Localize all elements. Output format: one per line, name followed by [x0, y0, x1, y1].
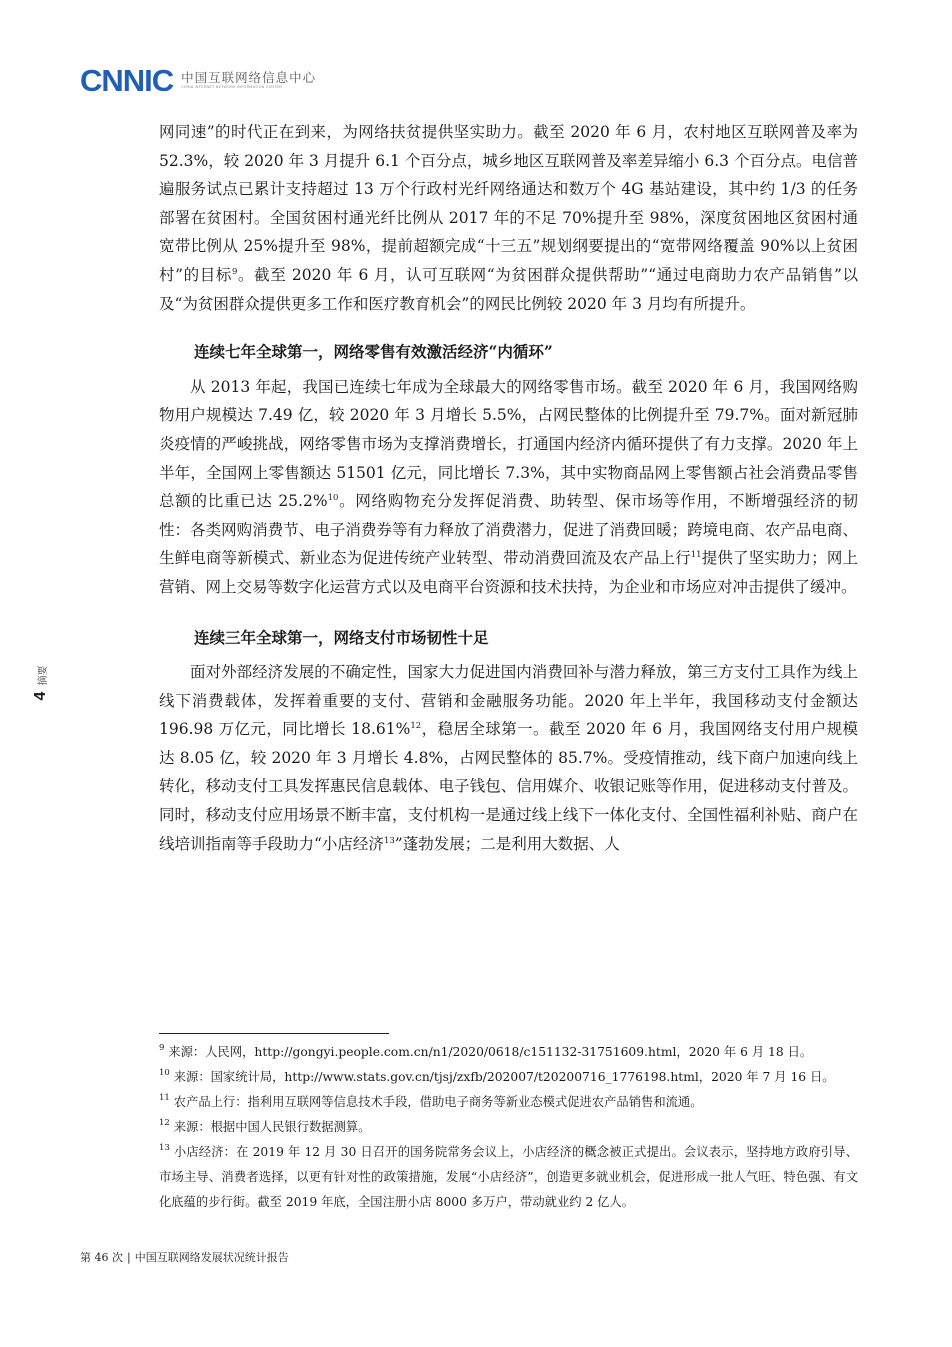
paragraph-online-payment [159, 658, 858, 858]
footnote-number: 9 [159, 1043, 165, 1053]
logo-text-block [181, 71, 316, 90]
side-section-label [28, 660, 54, 710]
side-page-number: 4 [32, 691, 49, 701]
paragraph-text: 网同速”的时代正在到来，为网络扶贫提供坚实助力。截至 2020 年 6 月，农村地区互联网普及率为 52.3%，较 2020 年 3 月提升 6.1 个百分点，城乡地区互联网普及率差异缩小 6.3 个百分点。电信普遍服务试点已累计支持超过 13 万个行政村光纤网络通达和数万个 4G 基站建设，其中约 1/3 的任务部署在贫困村。全国贫困村通光纤比例从 2017 年的不足 70%提升至 98%，深度贫困地区贫困村通宽带比例从 25%提升至 98%，提前超额完成“十三五”规划纲要提出的“宽带网络覆盖 90%以上贫困村”的目标 [159, 123, 858, 284]
paragraph-text: 。截至 2020 年 6 月，认可互联网“为贫困群众提供帮助”“通过电商助力农产品销售”以及“为贫困群众提供更多工作和医疗教育机会”的网民比例较 2020 年 3 月均有所提升。 [159, 265, 858, 313]
footnote-item [159, 1140, 858, 1215]
side-section-name: 摘要 [37, 665, 49, 686]
cnnic-logo: CNNIC [80, 62, 174, 98]
footnote-number: 11 [159, 1093, 170, 1103]
page-footer [80, 1251, 289, 1265]
footnote-item [159, 1090, 858, 1115]
report-title: 中国互联网络发展状况统计报告 [134, 1251, 289, 1264]
footnote-ref: 11 [690, 550, 702, 561]
footnotes [159, 1040, 858, 1215]
footnote-ref: 12 [410, 721, 422, 732]
main-content [159, 118, 858, 858]
footnote-item [159, 1065, 858, 1090]
footnote-item [159, 1040, 858, 1065]
footnote-ref: 13 [383, 835, 395, 846]
footnote-item [159, 1115, 858, 1140]
footer-separator: | [127, 1251, 131, 1264]
paragraph-text: ”蓬勃发展；二是利用大数据、人 [394, 834, 620, 853]
footnote-text: 来源：根据中国人民银行数据测算。 [169, 1120, 371, 1134]
logo-chinese-name: 中国互联网络信息中心 [181, 69, 317, 85]
footnote-number: 12 [159, 1118, 170, 1128]
logo-english-name: CHINA INTERNET NETWORK INFORMATION CENTER [181, 84, 283, 89]
paragraph-text: 。网络购物充分发挥促消费、助转型、保市场等作用，不断增强经济的韧性：各类网购消费节、电子消费券等有力释放了消费潜力，促进了消费回暖；跨境电商、农产品电商、生鲜电商等新模式、新业态为促进传统产业转型、带动消费回流及农产品上行 [159, 492, 858, 568]
paragraph-text: 从 2013 年起，我国已连续七年成为全球最大的网络零售市场。截至 2020 年 6 月，我国网络购物用户规模达 7.49 亿，较 2020 年 3 月增长 5.5%，占网民整体的比例提升至 79.7%。面对新冠肺炎疫情的严峻挑战，网络零售市场为支撑消费增长，打通国内经济内循环提供了有力支撑。2020 年上半年，全国网上零售额达 51501 亿元，同比增长 7.3%，其中实物商品网上零售额占社会消费品零售总额的比重已达 25.2% [159, 377, 858, 511]
footnote-number: 10 [159, 1068, 170, 1078]
footnote-ref: 10 [327, 493, 339, 504]
page-header [80, 60, 316, 100]
report-edition: 第 46 次 [80, 1251, 123, 1264]
paragraph-text: 提供了坚实助力；网上营销、网上交易等数字化运营方式以及电商平台资源和技术扶持，为企业和市场应对冲击提供了缓冲。 [159, 549, 858, 596]
section-heading-online-retail: 连续七年全球第一，网络零售有效激活经济“内循环” [194, 342, 553, 362]
footnote-text: 农产品上行：指利用互联网等信息技术手段，借助电子商务等新业态模式促进农产品销售和流通。 [169, 1095, 703, 1109]
footnote-ref: 9 [231, 266, 238, 277]
footnote-divider [159, 1033, 389, 1034]
footnote-text: 来源：国家统计局，http://www.stats.gov.cn/tjsj/zxfb/202007/t20200716_1776198.html，2020 年 7 月 16 日。 [169, 1070, 835, 1084]
footnote-number: 13 [159, 1143, 170, 1153]
footnote-text: 小店经济：在 2019 年 12 月 30 日召开的国务院常务会议上，小店经济的概念被正式提出。会议表示，坚持地方政府引导、市场主导、消费者选择，以更有针对性的政策措施，发展“小店经济”，创造更多就业机会，促进形成一批人气旺、特色强、有文化底蕴的步行街。截至 2019 年底，全国注册小店 8000 多万户，带动就业约 2 亿人。 [159, 1145, 858, 1209]
footnote-text: 来源：人民网，http://gongyi.people.com.cn/n1/2020/0618/c151132-31751609.html，2020 年 6 月 18 日。 [164, 1045, 813, 1059]
paragraph-text: 面对外部经济发展的不确定性，国家大力促进国内消费回补与潜力释放，第三方支付工具作为线上线下消费载体，发挥着重要的支付、营销和金融服务功能。2020 年上半年，我国移动支付金额达 196.98 万亿元，同比增长 18.61% [159, 663, 858, 739]
section-heading-online-payment: 连续三年全球第一，网络支付市场韧性十足 [194, 627, 489, 647]
paragraph-text: ，稳居全球第一。截至 2020 年 6 月，我国网络支付用户规模达 8.05 亿，较 2020 年 3 月增长 4.8%，占网民整体的 85.7%。受疫情推动，线下商户加速向线上转化，移动支付工具发挥惠民信息载体、电子钱包、信用媒介、收银记账等作用，促进移动支付普及。同时，移动支付应用场景不断丰富，支付机构一是通过线上线下一体化支付、全国性福利补贴、商户在线培训指南等手段助力“小店经济 [159, 720, 858, 853]
paragraph-online-retail [159, 373, 858, 602]
paragraph-rural-internet [159, 118, 858, 318]
